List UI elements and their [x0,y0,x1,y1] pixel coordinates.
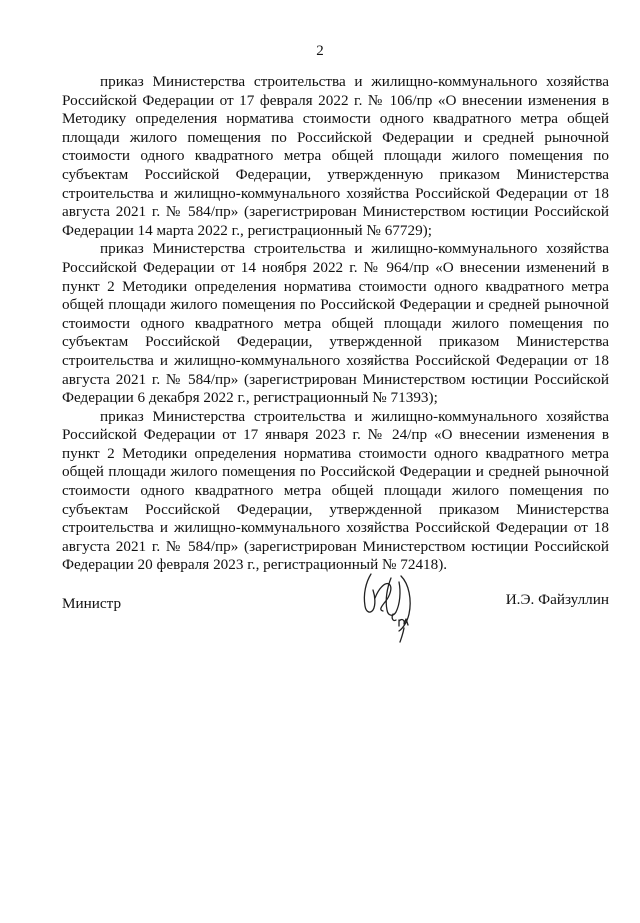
signature-block [62,586,609,646]
paragraph-order-964: приказ Министерства строительства и жилищно-коммунального хозяйства Российской Федерации от 14 ноября 2022 г. № 964/пр «О внесении изменений в пункт 2 Методики определения норматива стоимости одного квадратного метра общей площади жилого помещения по Российской Федерации и средней рыночной стоимости одного квадратного метра общей площади жилого помещения по субъектам Российской Федерации, утвержденной приказом Министерства строительства и жилищно-коммунального хозяйства Российской Федерации от 18 августа 2021 г. № 584/пр» (зарегистрирован Министерством юстиции Российской Федерации 6 декабря 2022 г., регистрационный № 71393); [62,240,609,407]
handwritten-signature-icon [357,568,421,644]
paragraph-order-106: приказ Министерства строительства и жилищно-коммунального хозяйства Российской Федерации от 17 февраля 2022 г. № 106/пр «О внесении изменения в Методику определения норматива стоимости одного квадратного метра общей площади жилого помещения по Российской Федерации и средней рыночной стоимости одного квадратного метра общей площади жилого помещения по субъектам Российской Федерации, утвержденную приказом Министерства строительства и жилищно-коммунального хозяйства Российской Федерации от 18 августа 2021 г. № 584/пр» (зарегистрирован Министерством юстиции Российской Федерации 14 марта 2022 г., регистрационный № 67729); [62,73,609,239]
paragraph-order-24: приказ Министерства строительства и жилищно-коммунального хозяйства Российской Федерации от 17 января 2023 г. № 24/пр «О внесении изменения в пункт 2 Методики определения норматива стоимости одного квадратного метра общей площади жилого помещения по Российской Федерации и средней рыночной стоимости одного квадратного метра общей площади жилого помещения по субъектам Российской Федерации, утвержденной приказом Министерства строительства и жилищно-коммунального хозяйства Российской Федерации от 18 августа 2021 г. № 584/пр» (зарегистрирован Министерством юстиции Российской Федерации 20 февраля 2023 г., регистрационный № 72418). [62,407,609,574]
page-number: 2 [316,43,324,59]
document-body [62,73,609,575]
signatory-role: Министр [62,595,122,612]
signatory-name: И.Э. Файзуллин [505,591,609,608]
